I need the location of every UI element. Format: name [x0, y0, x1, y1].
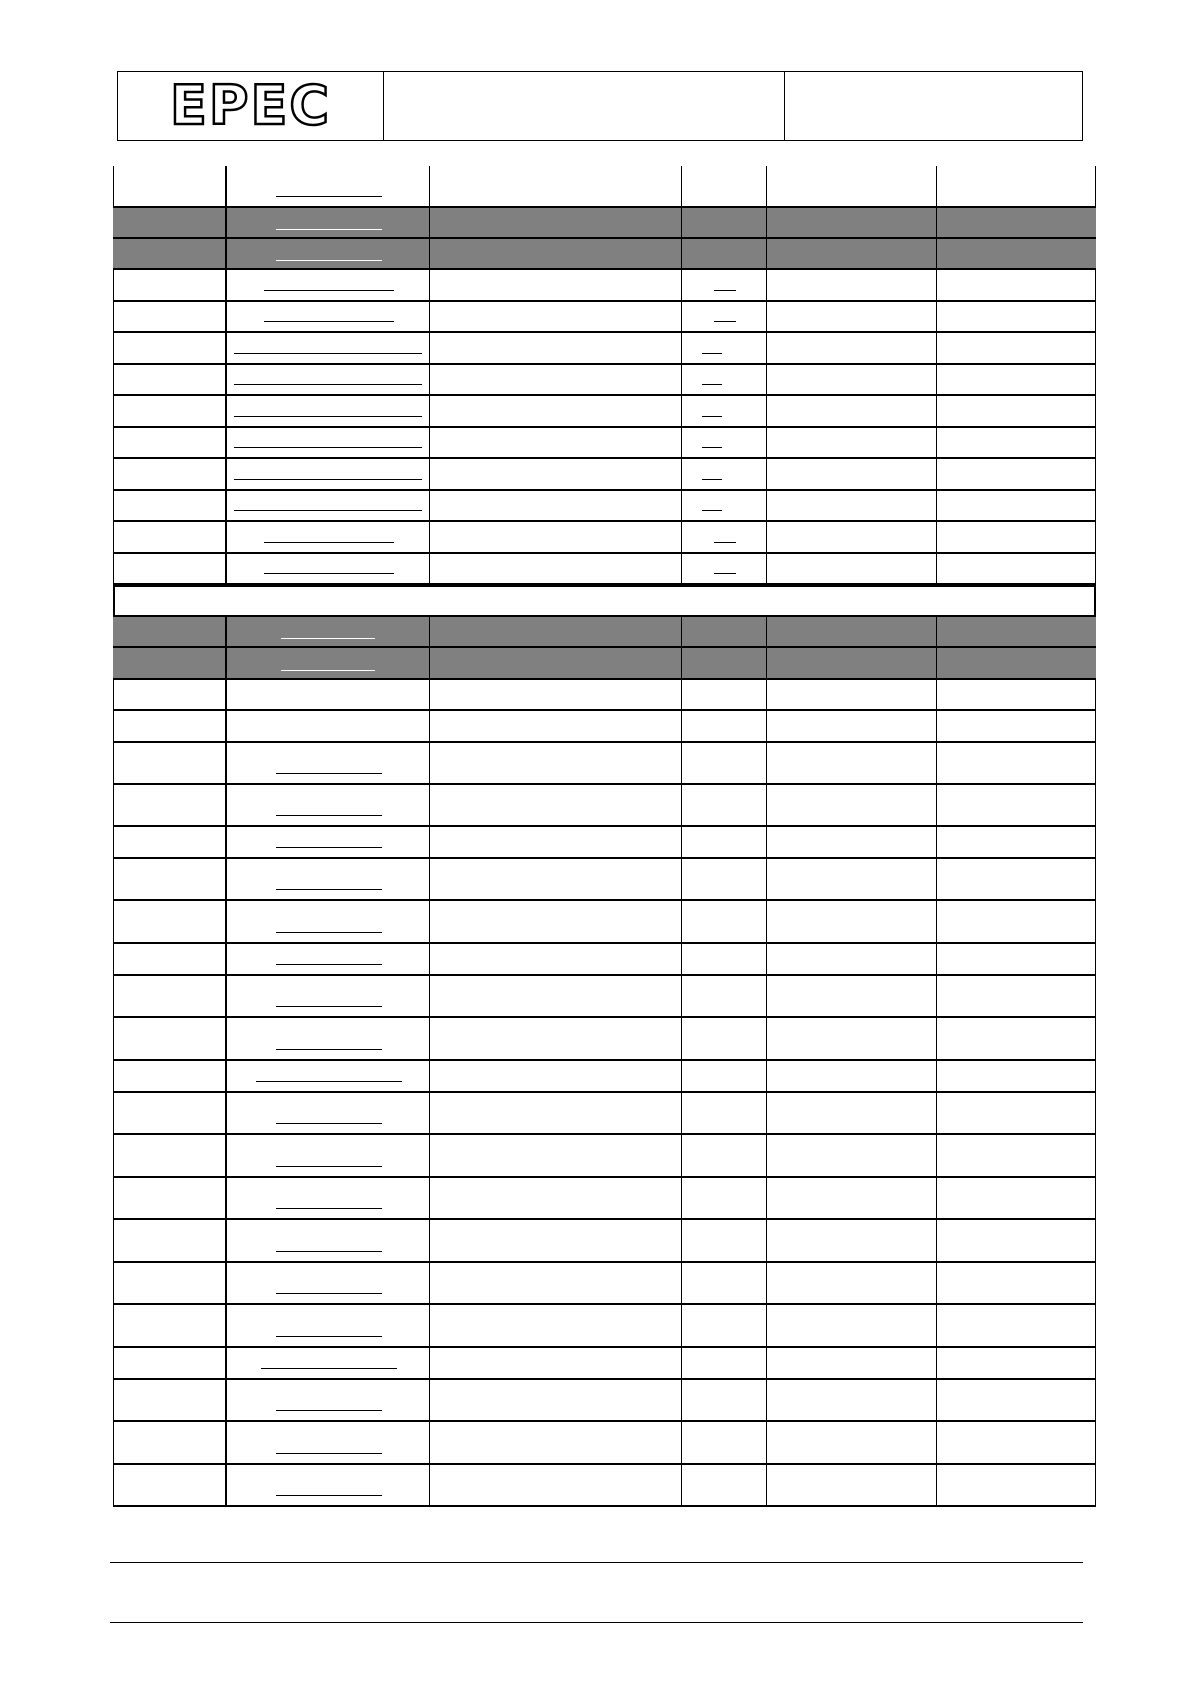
footer-rule-bottom — [110, 1622, 1083, 1623]
table-row — [113, 944, 1096, 976]
table-row — [113, 1348, 1096, 1380]
table-row — [113, 333, 1096, 365]
table-row — [113, 239, 1096, 270]
epec-logo: EPEC — [170, 74, 331, 137]
table-row — [113, 827, 1096, 859]
table-row — [113, 491, 1096, 522]
table-row — [113, 1135, 1096, 1178]
table-row — [113, 554, 1096, 585]
table-row — [113, 459, 1096, 491]
header-info-cell — [785, 72, 1082, 140]
table-row — [113, 976, 1096, 1018]
document-header — [117, 71, 1083, 141]
table-row — [113, 1018, 1096, 1061]
table-row — [113, 1061, 1096, 1093]
table-row — [113, 711, 1096, 743]
table-row — [113, 1093, 1096, 1135]
table-row — [113, 1178, 1096, 1220]
section-divider-row — [113, 585, 1096, 617]
table-row — [113, 1220, 1096, 1263]
table-row — [113, 1465, 1096, 1507]
table-row — [113, 1305, 1096, 1348]
logo-cell — [118, 72, 384, 140]
table-row — [113, 859, 1096, 901]
header-title-cell — [384, 72, 785, 140]
table-row — [113, 1263, 1096, 1305]
table-row — [113, 365, 1096, 396]
table-row — [113, 166, 1096, 208]
table-row — [113, 743, 1096, 785]
table-row — [113, 302, 1096, 333]
table-row — [113, 680, 1096, 711]
table-row — [113, 648, 1096, 680]
table-row — [113, 208, 1096, 239]
table-row — [113, 522, 1096, 554]
table-row — [113, 1422, 1096, 1465]
table-row — [113, 617, 1096, 648]
table-row — [113, 428, 1096, 459]
table-row — [113, 901, 1096, 944]
table-row — [113, 1380, 1096, 1422]
data-table — [113, 166, 1096, 1507]
table-row — [113, 396, 1096, 428]
table-row — [113, 785, 1096, 827]
table-row — [113, 270, 1096, 302]
footer-rule-top — [110, 1562, 1083, 1563]
